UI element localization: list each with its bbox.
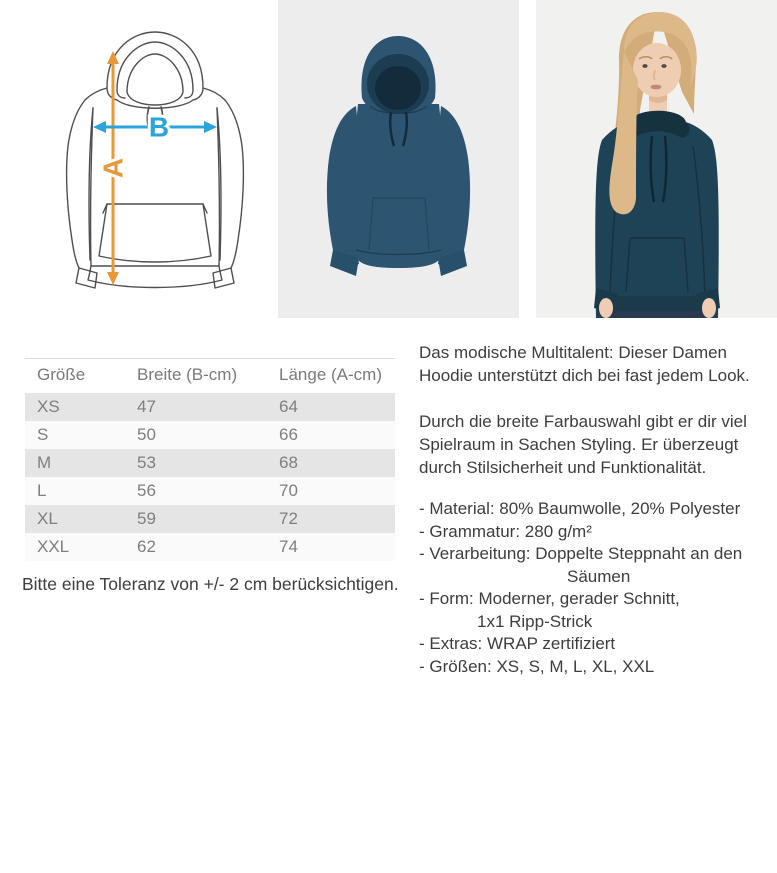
cell-width: 53	[137, 453, 156, 472]
table-row	[25, 533, 395, 561]
size-chart-header-row	[25, 359, 395, 394]
table-row	[25, 477, 395, 505]
description-paragraph: Das modische Multitalent: Dieser Damen Hoodie unterstützt dich bei fast jedem Look.	[419, 343, 750, 385]
cell-size: L	[37, 481, 47, 500]
cell-length: 70	[279, 481, 298, 500]
spec-form: - Form: Moderner, gerader Schnitt,	[419, 589, 680, 608]
length-arrow	[98, 51, 129, 285]
cell-width: 59	[137, 509, 156, 528]
cell-width: 62	[137, 537, 156, 556]
col-header-length: Länge (A-cm)	[267, 359, 395, 394]
description-paragraph: Durch die breite Farbauswahl gibt er dir viel Spielraum in Sachen Styling. Er überzeugt durch Stilsicherheit und Funktionalität.	[419, 412, 747, 477]
spec-extras: - Extras: WRAP zertifiziert	[419, 634, 616, 653]
cell-size: XS	[37, 397, 60, 416]
length-arrow-label: A	[97, 157, 129, 179]
hoodie-line-art	[67, 32, 244, 288]
product-photo	[278, 0, 519, 318]
size-chart-table	[25, 358, 395, 561]
product-description	[419, 341, 769, 678]
table-row	[25, 505, 395, 533]
table-row	[25, 421, 395, 449]
spec-verarbeitung-cont: Säumen	[567, 566, 631, 586]
product-photo-svg	[278, 0, 519, 318]
table-row	[25, 449, 395, 477]
spec-form-cont: 1x1 Ripp-Strick	[477, 611, 593, 631]
cell-size: M	[37, 453, 52, 472]
spec-verarbeitung: - Verarbeitung: Doppelte Steppnaht an den	[419, 544, 743, 563]
spec-material: - Material: 80% Baumwolle, 20% Polyester	[419, 499, 741, 518]
cell-size: XL	[37, 509, 58, 528]
model-hand-right	[702, 298, 716, 318]
spec-list	[419, 498, 769, 678]
cell-length: 68	[279, 453, 298, 472]
cell-size: XXL	[37, 537, 70, 556]
size-diagram-svg	[55, 26, 255, 300]
cell-width: 47	[137, 397, 156, 416]
model-photo-svg	[536, 0, 777, 318]
cell-width: 56	[137, 481, 156, 500]
cell-size: S	[37, 425, 49, 444]
spec-grammatur: - Grammatur: 280 g/m²	[419, 521, 592, 541]
tolerance-note: Bitte eine Toleranz von +/- 2 cm berücksichtigen.	[22, 574, 399, 594]
size-diagram-image	[55, 26, 255, 300]
model-photo	[536, 0, 777, 318]
col-header-size: Größe	[25, 359, 125, 394]
table-row	[25, 393, 395, 421]
cell-length: 74	[279, 537, 298, 556]
spec-groessen: - Größen: XS, S, M, L, XL, XXL	[419, 656, 655, 676]
model-hoodie-graphic	[594, 111, 720, 318]
cell-length: 66	[279, 425, 298, 444]
model-hand-left	[599, 298, 613, 318]
size-chart	[25, 358, 395, 561]
width-arrow-label: B	[148, 111, 170, 143]
col-header-width: Breite (B-cm)	[125, 359, 267, 394]
cell-length: 64	[279, 397, 298, 416]
cell-width: 50	[137, 425, 156, 444]
cell-length: 72	[279, 509, 298, 528]
